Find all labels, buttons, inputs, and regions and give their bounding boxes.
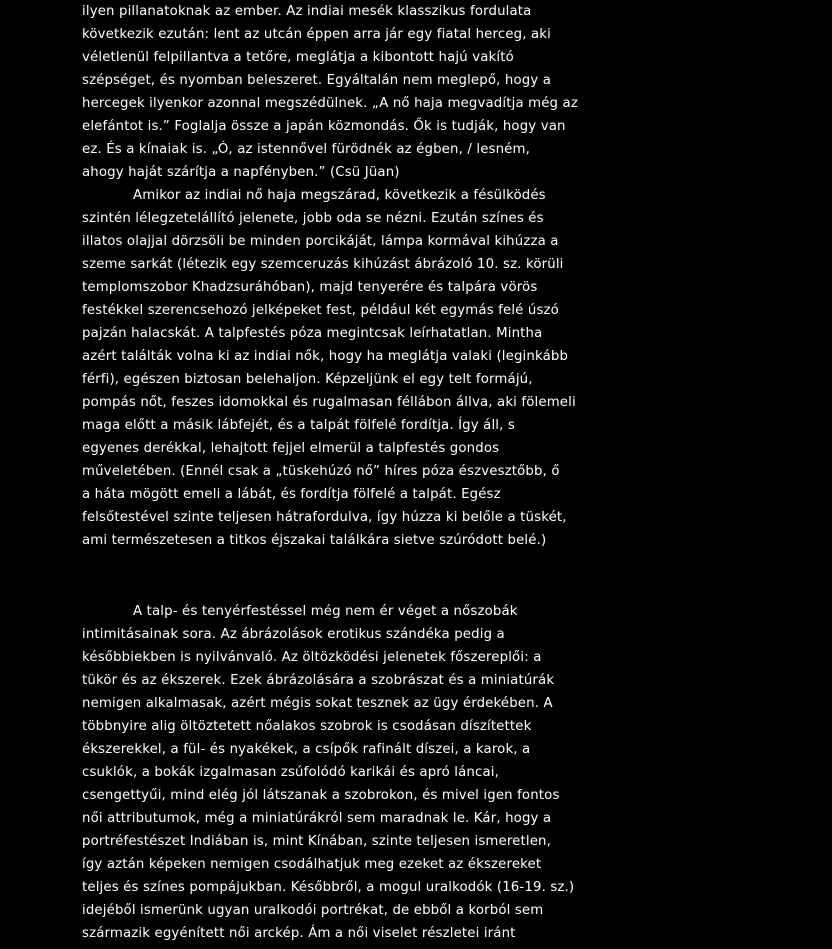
text-line: hercegek ilyenkor azonnal megszédülnek. „A nő haja megvadítja még az xyxy=(82,96,578,111)
text-line: szintén lélegzetelállító jelenete, jobb oda se nézni. Ezután színes és xyxy=(82,211,544,226)
text-line: pajzán halacskát. A talpfestés póza megintcsak leírhatatlan. Mintha xyxy=(82,326,543,341)
text-line: szépséget, és nyomban beleszeret. Egyáltalán nem meglepő, hogy a xyxy=(82,73,552,88)
text-line: csuklók, a bokák izgalmasan zsúfolódó karikái és apró láncai, xyxy=(82,765,499,780)
paragraph-hair-drying xyxy=(82,0,578,184)
text-line: egyenes derékkal, lehajtott fejjel elmerül a talpfestés gondos xyxy=(82,441,500,456)
text-line: véletlenül felpillantva a tetőre, meglátja a kibontott hajú vakító xyxy=(82,50,514,65)
text-line: elefántot is.” Foglalja össze a japán közmondás. Ők is tudják, hogy van xyxy=(82,119,566,134)
text-line: férfi), egészen biztosan belehaljon. Képzeljünk el egy telt formájú, xyxy=(82,372,533,387)
text-line: templomszobor Khadzsuráhóban), majd tenyerére és talpára vörös xyxy=(82,280,538,295)
text-line: A talp- és tenyérfestéssel még nem ér véget a nőszobák xyxy=(133,604,518,619)
text-line: műveletében. (Ennél csak a „tüskehúzó nő” híres póza észvesztőbb, ő xyxy=(82,464,560,479)
text-line: festékkel szerencsehozó jelképeket fest, például két egymás felé úszó xyxy=(82,303,559,318)
text-line: szeme sarkát (létezik egy szemceruzás kihúzást ábrázoló 10. sz. körüli xyxy=(82,257,564,272)
text-line: illatos olajjal dörzsöli be minden porcikáját, lámpa kormával kihúzza a xyxy=(82,234,559,249)
lower-text-block xyxy=(82,600,574,945)
text-line: azért találták volna ki az indiai nők, hogy ha meglátja valaki (leginkább xyxy=(82,349,569,364)
text-line: csengettyűi, mind elég jól látszanak a szobrokon, és mivel igen fontos xyxy=(82,788,560,803)
paragraph-jewelry xyxy=(82,600,574,945)
text-line: pompás nőt, feszes idomokkal és rugalmasan féllábon állva, aki fölemeli xyxy=(82,395,576,410)
paragraph-foot-painting xyxy=(82,184,578,552)
text-line: női attributumok, még a miniatúrákról sem maradnak le. Kár, hogy a xyxy=(82,811,552,826)
text-line: ilyen pillanatoknak az ember. Az indiai mesék klasszikus fordulata xyxy=(82,4,532,19)
text-line: nemigen alkalmasak, azért mégis sokat tesznek az ügy érdekében. A xyxy=(82,696,553,711)
text-line: idejéből ismerünk ugyan uralkodói portrékat, de ebből a korból sem xyxy=(82,903,544,918)
text-line: ékszerekkel, a fül- és nyakékek, a csípők rafinált díszei, a karok, a xyxy=(82,742,531,757)
text-line: portréfestészet Indiában is, mint Kínában, szinte teljesen ismeretlen, xyxy=(82,834,551,849)
text-line: ami természetesen a titkos éjszakai találkára sietve szúródott belé.) xyxy=(82,533,547,548)
text-line: következik ezután: lent az utcán éppen arra jár egy fiatal herceg, aki xyxy=(82,27,551,42)
text-line: többnyire alig öltöztetett nőalakos szobrok is csodásan díszítettek xyxy=(82,719,532,734)
text-line: későbbiekben is nyilvánvaló. Az öltözködési jelenetek főszereplői: a xyxy=(82,650,542,665)
text-line: ez. És a kínaiak is. „Ó, az istennővel fürödnék az égben, / lesném, xyxy=(82,142,530,157)
text-line: felsőtestével szinte teljesen hátrafordulva, így húzza ki belőle a tüskét, xyxy=(82,510,567,525)
text-line: a háta mögött emeli a lábát, és fordítja fölfelé a talpát. Egész xyxy=(82,487,501,502)
text-line: Amikor az indiai nő haja megszárad, következik a fésülködés xyxy=(133,188,546,203)
text-line: származik egyénített női arckép. Ám a női viselet részletei iránt xyxy=(82,926,516,941)
text-line: maga előtt a másik lábfejét, és a talpát fölfelé fordítja. Így áll, s xyxy=(82,418,515,433)
text-line: így aztán képeken nemigen csodálhatjuk meg ezeket az ékszereket xyxy=(82,857,542,872)
upper-text-block xyxy=(82,0,578,552)
text-line: teljes és színes pompájukban. Későbbről, a mogul uralkodók (16-19. sz.) xyxy=(82,880,575,895)
text-line: ahogy haját szárítja a napfényben.” (Csü Jüan) xyxy=(82,165,400,180)
text-line: tükör és az ékszerek. Ezek ábrázolására a szobrászat és a miniatúrák xyxy=(82,673,555,688)
text-line: intimitásainak sora. Az ábrázolások erotikus szándéka pedig a xyxy=(82,627,505,642)
